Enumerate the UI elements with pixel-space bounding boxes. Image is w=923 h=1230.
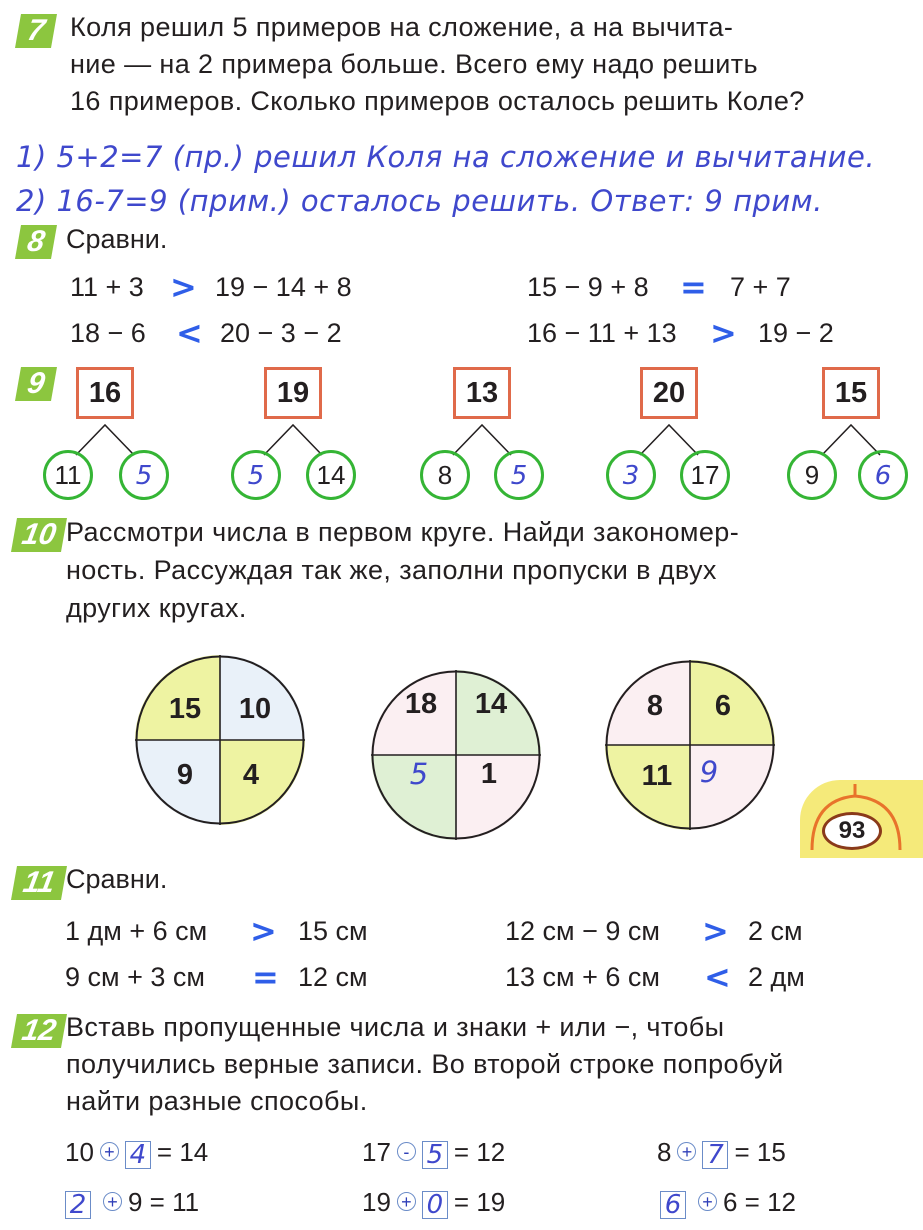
task-10-line: других кругах. (66, 593, 247, 623)
wheel-number: 15 (168, 693, 202, 725)
task-12-line: найти разные способы. (66, 1086, 368, 1116)
compare-sign: > (710, 314, 737, 352)
compare-right: 20 − 3 − 2 (220, 318, 342, 348)
wheel-number: 9 (176, 759, 194, 791)
task-10-line: Рассмотри числа в первом круге. Найди закономер- (66, 517, 740, 547)
answer-box: 2 (65, 1191, 91, 1219)
part-circle: 14 (306, 450, 356, 500)
page-number-badge (800, 780, 923, 858)
number-box: 19 (264, 367, 322, 419)
part-circle-answer: 5 (231, 450, 281, 500)
number-box: 20 (640, 367, 698, 419)
task-7-line: 16 примеров. Сколько примеров осталось решить Коле? (70, 86, 805, 116)
part-circle-answer: 3 (606, 450, 656, 500)
wheel-number: 11 (641, 760, 673, 792)
compare-right: 19 − 2 (758, 318, 834, 348)
compare-sign: = (252, 958, 279, 996)
compare-sign: < (176, 314, 203, 352)
operator-circle: + (103, 1192, 122, 1211)
number-wheel-2 (371, 670, 541, 840)
task-12-line: Вставь пропущенные числа и знаки + или −, чтобы (66, 1012, 725, 1042)
task-7-number: 7 (15, 14, 57, 48)
equation: 19 + 0 = 19 (362, 1187, 506, 1220)
number-box: 13 (453, 367, 511, 419)
compare-right: 12 см (298, 962, 368, 992)
part-circle: 17 (680, 450, 730, 500)
task-7-line: ние — на 2 примера больше. Всего ему надо решить (70, 49, 758, 79)
compare-sign: = (680, 268, 707, 306)
part-circle: 9 (787, 450, 837, 500)
compare-left: 15 − 9 + 8 (527, 272, 649, 302)
compare-left: 11 + 3 (70, 272, 144, 302)
task-11-number: 11 (11, 866, 67, 900)
wheel-number: 18 (404, 688, 438, 720)
wheel-number: 4 (242, 759, 260, 791)
compare-left: 13 см + 6 см (505, 962, 660, 992)
wheel-number: 1 (480, 758, 498, 790)
number-wheel-1 (135, 655, 305, 825)
compare-sign: > (170, 268, 197, 306)
equation: 6 + 6 = 12 (660, 1187, 796, 1219)
operator-circle: + (397, 1192, 416, 1211)
compare-left: 9 см + 3 см (65, 962, 205, 992)
operator-circle: + (698, 1192, 717, 1211)
equation: 2 + 9 = 11 (65, 1187, 199, 1219)
equation: 8 + 7 = 15 (657, 1137, 786, 1170)
operator-circle: + (100, 1142, 119, 1161)
answer-box: 0 (422, 1191, 448, 1219)
answer-box: 4 (125, 1141, 151, 1169)
wheel-number: 6 (714, 690, 732, 722)
part-circle: 11 (43, 450, 93, 500)
task-10-line: ность. Рассуждая так же, заполни пропуски в двух (66, 555, 717, 585)
number-box: 16 (76, 367, 134, 419)
compare-left: 12 см − 9 см (505, 916, 660, 946)
wheel-number: 10 (238, 693, 272, 725)
compare-sign: < (704, 958, 731, 996)
task-7-line: Коля решил 5 примеров на сложение, а на вычита- (70, 12, 734, 42)
number-wheel-3 (605, 660, 775, 830)
wheel-number-answer: 5 (409, 757, 429, 791)
compare-left: 1 дм + 6 см (65, 916, 208, 946)
task-11-title: Сравни. (66, 864, 168, 894)
answer-box: 7 (702, 1141, 728, 1169)
part-circle-answer: 5 (119, 450, 169, 500)
task-8-number: 8 (15, 225, 57, 259)
part-circle-answer: 6 (858, 450, 908, 500)
wheel-number: 14 (474, 688, 508, 720)
task-7-solution-2: 2) 16-7=9 (прим.) осталось решить. Ответ: 9 прим. (16, 184, 823, 218)
page-number: 93 (822, 812, 882, 850)
task-12-number: 12 (11, 1014, 67, 1048)
answer-box: 6 (660, 1191, 686, 1219)
compare-right: 7 + 7 (730, 272, 791, 302)
task-7-solution-1: 1) 5+2=7 (пр.) решил Коля на сложение и вычитание. (16, 140, 876, 174)
task-9-connectors (0, 0, 923, 520)
compare-left: 18 − 6 (70, 318, 146, 348)
equation: 10 + 4 = 14 (65, 1137, 209, 1170)
wheel-number-answer: 9 (699, 755, 719, 789)
wheel-number: 8 (646, 690, 664, 722)
compare-right: 2 дм (748, 962, 805, 992)
equation: 17 - 5 = 12 (362, 1137, 506, 1170)
operator-circle: - (397, 1142, 416, 1161)
part-circle-answer: 5 (494, 450, 544, 500)
compare-sign: > (250, 912, 277, 950)
task-10-number: 10 (11, 518, 67, 552)
number-box: 15 (822, 367, 880, 419)
task-8-title: Сравни. (66, 224, 168, 254)
part-circle: 8 (420, 450, 470, 500)
compare-right: 15 см (298, 916, 368, 946)
compare-left: 16 − 11 + 13 (527, 318, 677, 348)
task-9-number: 9 (15, 367, 57, 401)
operator-circle: + (677, 1142, 696, 1161)
task-12-line: получились верные записи. Во второй строке попробуй (66, 1049, 784, 1079)
compare-right: 19 − 14 + 8 (215, 272, 352, 302)
compare-right: 2 см (748, 916, 803, 946)
answer-box: 5 (422, 1141, 448, 1169)
compare-sign: > (702, 912, 729, 950)
